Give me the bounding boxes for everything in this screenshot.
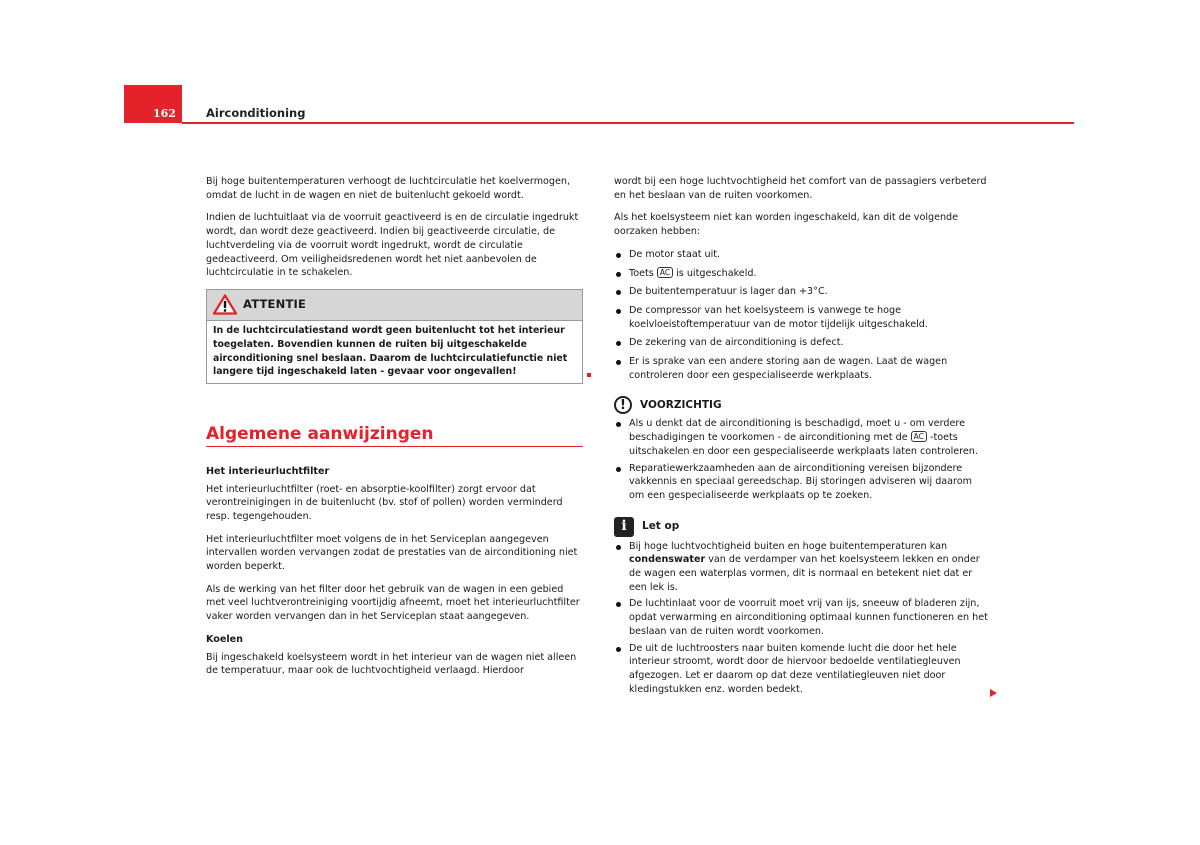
list-item: Bij hoge luchtvochtigheid buiten en hoge buitentemperaturen kan condenswater van de verdamper van het koelsysteem lekken en onder de wagen een waterplas vormen, dit is normaal en betekent niet dat er een lek is. xyxy=(614,540,989,595)
page-number: 162 xyxy=(153,107,176,120)
note-header xyxy=(614,517,989,537)
paragraph: Als het koelsysteem niet kan worden ingeschakeld, kan dit de volgende oorzaken hebben: xyxy=(614,212,959,238)
list-item: De compressor van het koelsysteem is vanwege te hoge koelvloeistoftemperatuur van de motor tijdelijk uitgeschakeld. xyxy=(614,304,989,331)
paragraph: Bij hoge buitentemperaturen verhoogt de luchtcirculatie het koelvermogen, omdat de lucht in de wagen en niet de buitenlucht gekoeld wordt. xyxy=(206,176,571,201)
ac-key-icon: AC xyxy=(911,431,927,442)
paragraph: Als de werking van het filter door het gebruik van de wagen in een gebied met veel luchtverontreiniging voortijdig afneemt, moet het interieurluchtfilter vaker worden vervangen dan in het Serviceplan staat aangegeven. xyxy=(206,583,580,623)
list-item: De zekering van de airconditioning is defect. xyxy=(614,336,989,350)
list-item: Als u denkt dat de airconditioning is beschadigd, moet u - om verdere beschadigingen te voorkomen - de airconditioning met de AC -toets uitschakelen en door een gespecialiseerde werkplaats laten controleren. xyxy=(614,417,989,458)
ac-key-icon: AC xyxy=(657,267,673,278)
paragraph: Het interieurluchtfilter (roet- en absorptie-koolfilter) zorgt ervoor dat verontreinigingen in de buitenlucht (bv. stof of pollen) worden verminderd resp. tegengehouden. xyxy=(206,483,563,522)
paragraph: Indien de luchtuitlaat via de voorruit geactiveerd is en de circulatie ingedrukt wordt, dan wordt deze geactiveerd. Indien bij geactiveerde circulatie, de luchtverdeling via de voorruit wordt ingedrukt, wordt de circulatie gedeactiveerd. Om veiligheidsredenen wordt het niet aanbevolen de luchtcirculatie in te schakelen. xyxy=(206,212,579,279)
paragraph: wordt bij een hoge luchtvochtigheid het comfort van de passagiers verbeterd en het beslaan van de ruiten voorkomen. xyxy=(614,176,987,201)
list-item: Reparatiewerkzaamheden aan de airconditioning vereisen bijzondere vakkennis en speciaal gereedschap. Bij storingen adviseren wij daarom om een gespecialiseerde werkplaats op te zoeken. xyxy=(614,462,989,503)
warning-title: ATTENTIE xyxy=(243,297,307,312)
info-icon: i xyxy=(614,517,634,537)
left-column xyxy=(206,175,583,687)
paragraph: Bij ingeschakeld koelsysteem wordt in het interieur van de wagen niet alleen de temperatuur, maar ook de luchtvochtigheid verlaagd. Hierdoor xyxy=(206,651,577,677)
exclamation-circle-icon: ! xyxy=(614,396,632,414)
note-list xyxy=(614,540,989,697)
warning-box xyxy=(206,289,583,384)
list-item: De buitentemperatuur is lager dan +3°C. xyxy=(614,285,989,299)
list-item: De motor staat uit. xyxy=(614,248,989,262)
warning-header xyxy=(207,290,582,321)
list-item: De luchtinlaat voor de voorruit moet vrij van ijs, sneeuw of bladeren zijn, opdat verwarming en airconditioning optimaal kunnen functioneren en het beslaan van de ruiten wordt voorkomen. xyxy=(614,597,989,638)
section-end-marker xyxy=(587,373,591,377)
header-rule xyxy=(182,122,1074,124)
subheading-cooling: Koelen xyxy=(206,633,243,645)
list-item: Toets AC is uitgeschakeld. xyxy=(614,267,989,281)
continue-arrow-icon xyxy=(990,689,997,697)
right-column xyxy=(614,175,989,699)
caution-list xyxy=(614,417,989,502)
note-title: Let op xyxy=(642,519,680,532)
subheading-filter: Het interieurluchtfilter xyxy=(206,465,330,477)
causes-list xyxy=(614,248,989,383)
warning-text: In de luchtcirculatiestand wordt geen buitenlucht tot het interieur toegelaten. Bovendien kunnen de ruiten bij uitgeschakelde airconditioning snel beslaan. Daarom de luchtcirculatiefunctie niet langere tijd ingeschakeld laten - gevaar voor ongevallen! xyxy=(213,324,568,378)
warning-triangle-icon xyxy=(213,294,237,315)
list-item: Er is sprake van een andere storing aan de wagen. Laat de wagen controleren door een gespecialiseerde werkplaats. xyxy=(614,355,989,382)
list-item: De uit de luchtroosters naar buiten komende lucht die door het hele interieur stroomt, wordt door de hiervoor bedoelde ventilatiegleuven afgezogen. Let er daarom op dat deze ventilatiegleuven niet door kledingstukken enz. worden bedekt. xyxy=(614,642,989,697)
section-title: Algemene aanwijzingen xyxy=(206,428,583,447)
caution-title: VOORZICHTIG xyxy=(640,398,722,411)
paragraph: Het interieurluchtfilter moet volgens de in het Serviceplan aangegeven intervallen worden vervangen zodat de prestaties van de airconditioning niet worden beperkt. xyxy=(206,533,578,573)
chapter-title: Airconditioning xyxy=(206,106,306,120)
caution-header xyxy=(614,396,989,414)
